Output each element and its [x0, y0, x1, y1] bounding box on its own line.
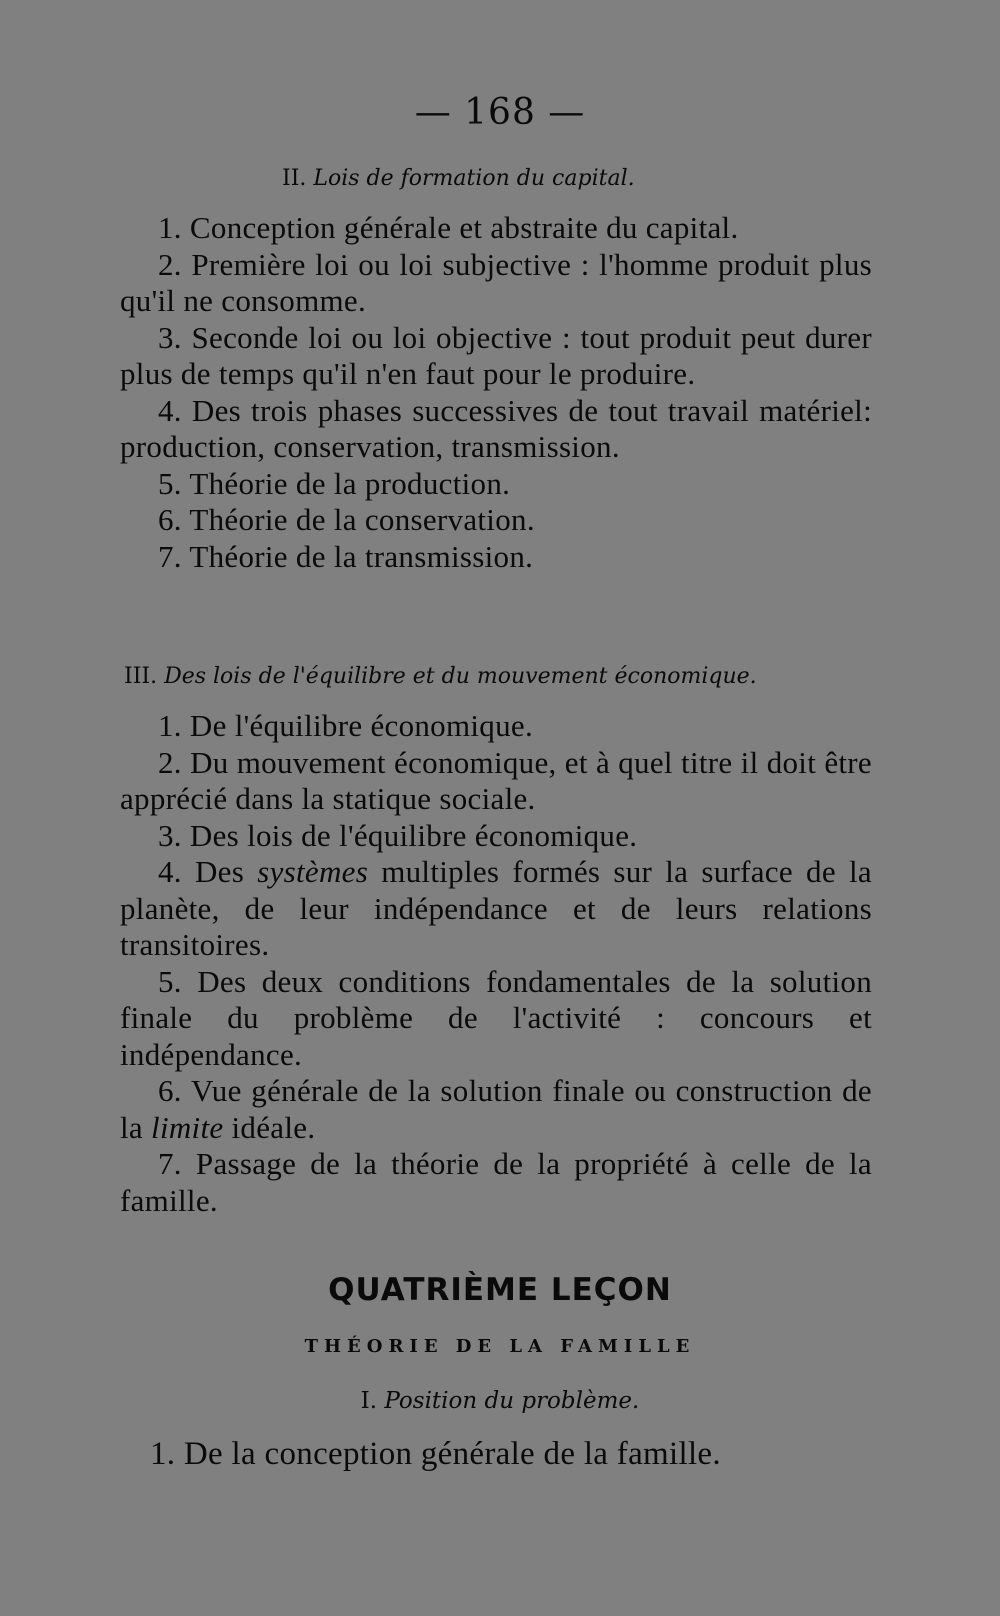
- item-number: 1.: [158, 210, 182, 245]
- list-item: [120, 854, 872, 964]
- item-text: Des lois de l'équilibre économique.: [189, 817, 638, 853]
- item-number: 4.: [158, 392, 182, 428]
- list-item: [120, 1073, 872, 1146]
- lesson-title: QUATRIÈME LEÇON: [328, 1272, 672, 1308]
- section-heading-iii: [124, 664, 757, 689]
- section-title: Lois de formation du capital.: [313, 166, 635, 191]
- item-text-italic: systèmes: [257, 854, 369, 889]
- item-text: Théorie de la production.: [189, 465, 511, 501]
- section-title: Des lois de l'équilibre et du mouvement économique.: [164, 664, 757, 689]
- item-number: 2.: [158, 744, 182, 780]
- page-number: — 168 —: [414, 92, 586, 133]
- list-item: [120, 210, 872, 247]
- item-text: Passage de la théorie de la propriété à celle de la famille.: [120, 1146, 872, 1218]
- list-item: [120, 539, 872, 576]
- item-text: Théorie de la transmission.: [189, 538, 534, 574]
- list-item: [120, 502, 872, 539]
- item-text: Des trois phases successives de tout travail matériel: production, conservation, transmission.: [120, 392, 872, 464]
- item-number: 3.: [158, 817, 182, 853]
- subsection-heading: [0, 1388, 1000, 1414]
- list-item: [120, 320, 872, 393]
- list-item: [120, 466, 872, 503]
- section-number: III.: [124, 664, 158, 689]
- item-text-before: Des: [194, 854, 245, 889]
- item-number: 6.: [158, 1073, 182, 1108]
- list-item: [120, 1146, 872, 1219]
- list-item: [120, 964, 872, 1074]
- item-text: Des deux conditions fondamentales de la solution finale du problème de l'activité : concours et indépendance.: [120, 963, 872, 1072]
- list-item: [120, 393, 872, 466]
- subsection-number: I.: [360, 1388, 378, 1414]
- item-text-after: multiples formés sur la surface de la planète, de leur indépendance et de leurs relations transitoires.: [120, 854, 872, 962]
- list-item: [120, 247, 872, 320]
- item-number: 6.: [158, 502, 182, 537]
- section-iii-entries: [120, 708, 872, 1219]
- list-item: [120, 708, 872, 745]
- item-number: 7.: [158, 538, 182, 574]
- item-number: 1.: [150, 1436, 176, 1472]
- item-text-after: idéale.: [231, 1109, 316, 1145]
- item-number: 4.: [158, 854, 182, 889]
- item-text: Conception générale et abstraite du capital.: [189, 210, 739, 245]
- item-number: 5.: [158, 963, 182, 999]
- lesson-subtitle: THÉORIE DE LA FAMILLE: [304, 1336, 696, 1357]
- item-number: 3.: [158, 319, 182, 355]
- section-number: II.: [282, 166, 307, 191]
- list-item: [120, 818, 872, 855]
- subsection-title: Position du problème.: [384, 1388, 640, 1414]
- section-heading-ii: [282, 166, 635, 191]
- item-text: Du mouvement économique, et à quel titre il doit être apprécié dans la statique sociale.: [120, 744, 872, 816]
- list-item: [120, 745, 872, 818]
- item-number: 5.: [158, 465, 182, 501]
- item-text-italic: limite: [151, 1109, 224, 1145]
- item-text: Première loi ou loi subjective : l'homme produit plus qu'il ne consomme.: [120, 246, 872, 318]
- item-text: De l'équilibre économique.: [189, 708, 533, 743]
- list-item: [150, 1436, 721, 1473]
- item-text-before: Vue générale de la solution finale ou construction de la: [120, 1073, 872, 1145]
- item-text: De la conception générale de la famille.: [183, 1436, 721, 1472]
- item-text: Seconde loi ou loi objective : tout produit peut durer plus de temps qu'il n'en faut pour le produire.: [120, 319, 872, 391]
- item-number: 1.: [158, 708, 182, 743]
- item-number: 7.: [158, 1146, 182, 1181]
- item-number: 2.: [158, 246, 182, 282]
- item-text: Théorie de la conservation.: [189, 502, 535, 537]
- section-ii-entries: [120, 210, 872, 575]
